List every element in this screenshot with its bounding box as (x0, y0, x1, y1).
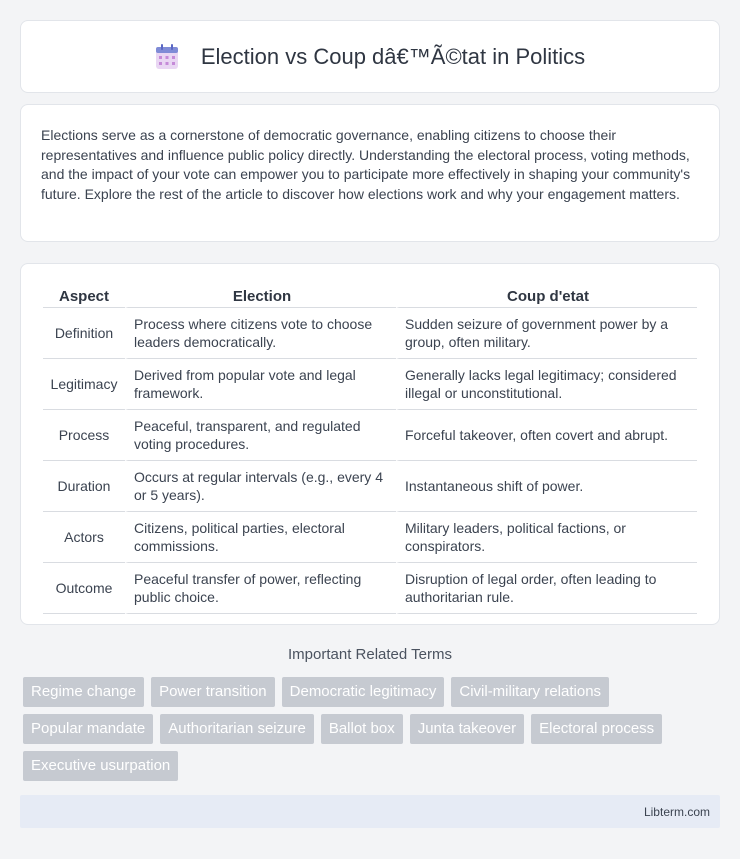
related-term-tag[interactable]: Junta takeover (410, 714, 524, 744)
comparison-table (43, 284, 697, 614)
header-coup: Coup d'etat (396, 284, 697, 308)
calendar-icon (155, 44, 179, 70)
row-election: Peaceful, transparent, and regulated voting procedures. (125, 410, 396, 461)
related-term-tag[interactable]: Regime change (23, 677, 144, 707)
header-election: Election (125, 284, 396, 308)
related-term-tag[interactable]: Electoral process (531, 714, 662, 744)
related-term-tag[interactable]: Democratic legitimacy (282, 677, 445, 707)
row-coup: Forceful takeover, often covert and abrupt. (396, 410, 697, 461)
row-election: Citizens, political parties, electoral commissions. (125, 512, 396, 563)
related-term-tag[interactable]: Authoritarian seizure (160, 714, 314, 744)
footer-site-link[interactable]: Libterm.com (643, 804, 710, 819)
row-election: Derived from popular vote and legal framework. (125, 359, 396, 410)
row-election: Process where citizens vote to choose leaders democratically. (125, 308, 396, 359)
header-aspect: Aspect (43, 284, 125, 308)
table-row (43, 563, 697, 614)
related-term-tag[interactable]: Popular mandate (23, 714, 153, 744)
row-coup: Generally lacks legal legitimacy; considered illegal or unconstitutional. (396, 359, 697, 410)
table-row (43, 410, 697, 461)
related-term-tag[interactable]: Ballot box (321, 714, 403, 744)
related-term-tag[interactable]: Executive usurpation (23, 751, 178, 781)
header (155, 44, 585, 70)
intro-paragraph: Elections serve as a cornerstone of democratic governance, enabling citizens to choose their representatives and influence public policy directly. Understanding the electoral process, voting methods, and the impact of your vote can empower you to participate more effectively in shaping your community's future. Explore the rest of the article to discover how elections work and why your engagement matters. (41, 127, 691, 202)
table-row (43, 359, 697, 410)
comparison-card (20, 263, 720, 625)
intro-card (20, 104, 720, 242)
related-terms-title: Important Related Terms (288, 646, 452, 663)
row-coup: Sudden seizure of government power by a group, often military. (396, 308, 697, 359)
related-terms-list (23, 677, 723, 781)
row-aspect: Legitimacy (43, 359, 125, 410)
row-aspect: Process (43, 410, 125, 461)
row-aspect: Duration (43, 461, 125, 512)
row-aspect: Definition (43, 308, 125, 359)
footer (20, 795, 720, 828)
row-coup: Disruption of legal order, often leading to authoritarian rule. (396, 563, 697, 614)
page-title: Election vs Coup dâ€™Ã©tat in Politics (200, 43, 586, 69)
related-term-tag[interactable]: Civil-military relations (451, 677, 609, 707)
table-header-row (43, 284, 697, 308)
row-election: Peaceful transfer of power, reflecting public choice. (125, 563, 396, 614)
row-aspect: Outcome (43, 563, 125, 614)
table-row (43, 308, 697, 359)
row-aspect: Actors (43, 512, 125, 563)
row-election: Occurs at regular intervals (e.g., every 4 or 5 years). (125, 461, 396, 512)
header-card (20, 20, 720, 93)
table-row (43, 461, 697, 512)
row-coup: Instantaneous shift of power. (396, 461, 697, 512)
row-coup: Military leaders, political factions, or conspirators. (396, 512, 697, 563)
related-term-tag[interactable]: Power transition (151, 677, 275, 707)
table-row (43, 512, 697, 563)
